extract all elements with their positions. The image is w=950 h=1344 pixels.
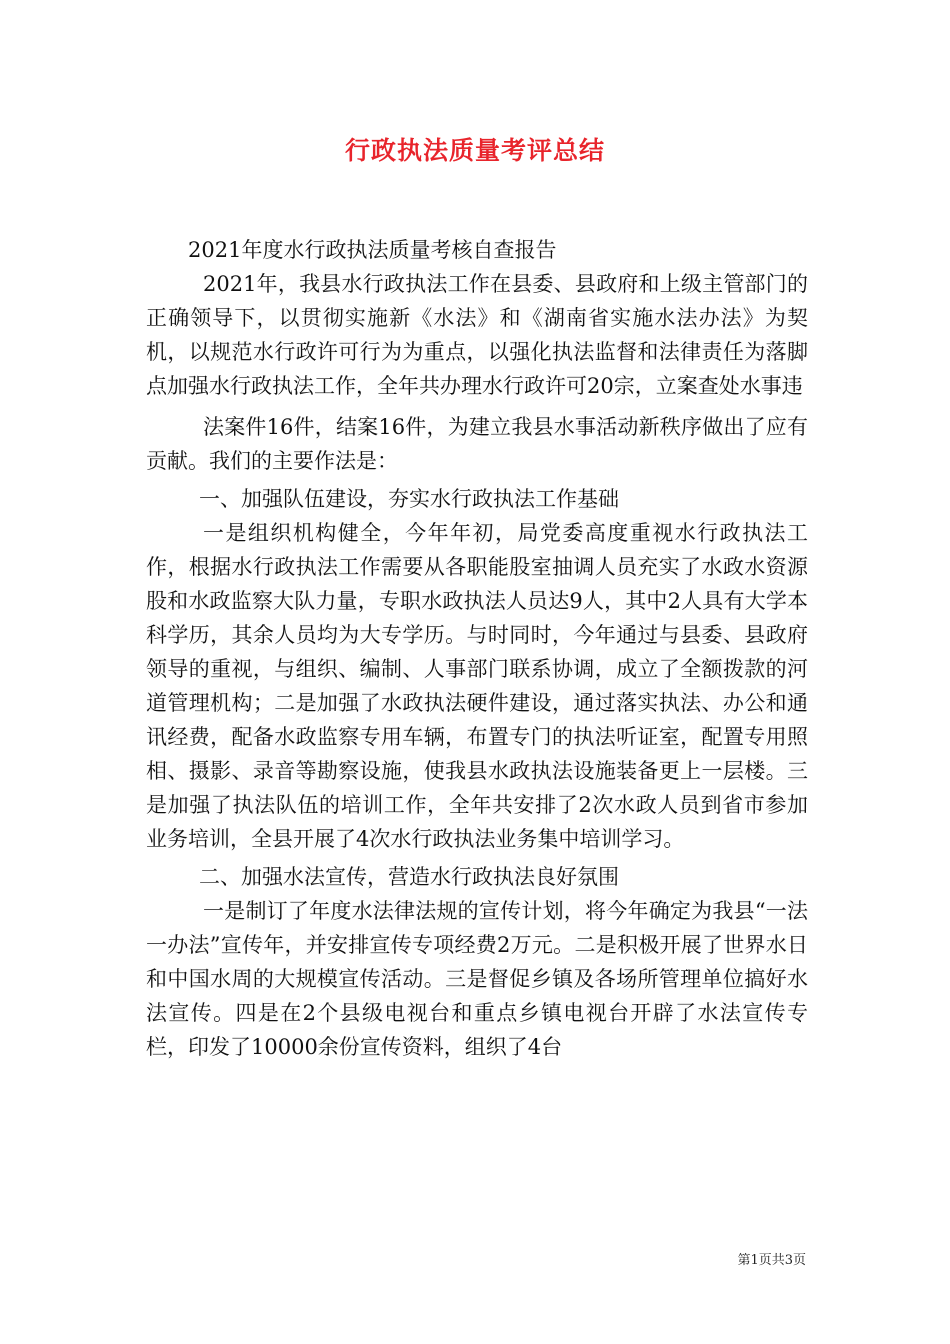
- section-heading: 二、加强水法宣传，营造水行政执法良好氛围: [199, 865, 619, 889]
- document-body: [146, 233, 808, 1064]
- document-title: 行政执法质量考评总结: [344, 136, 605, 165]
- paragraph: 一是组织机构健全，今年年初，局党委高度重视水行政执法工作，根据水行政执法工作需要从各职能股室抽调人员充实了水政水资源股和水政监察大队力量，专职水政执法人员达9人，其中2人具有大学本科学历，其余人员均为大专学历。与时同时，今年通过与县委、县政府领导的重视，与组织、编制、人事部门联系协调，成立了全额拨款的河道管理机构；二是加强了水政执法硬件建设，通过落实执法、办公和通讯经费，配备水政监察专用车辆，布置专门的执法听证室，配置专用照相、摄影、录音等勘察设施，使我县水政执法设施装备更上一层楼。三是加强了执法队伍的培训工作，全年共安排了2次水政人员到省市参加业务培训，全县开展了4次水行政执法业务集中培训学习。: [146, 521, 808, 851]
- report-heading: 2021年度水行政执法质量考核自查报告: [188, 238, 557, 262]
- paragraph: 2021年，我县水行政执法工作在县委、县政府和上级主管部门的正确领导下，以贯彻实施新《水法》和《湖南省实施水法办法》为契机，以规范水行政许可行为为重点，以强化执法监督和法律责任为落脚点加强水行政执法工作，全年共办理水行政许可20宗，立案查处水事违: [146, 272, 808, 398]
- section-heading: 一、加强队伍建设，夯实水行政执法工作基础: [199, 487, 619, 511]
- page-number-footer: 第1页共3页: [737, 1253, 806, 1268]
- paragraph: 法案件16件，结案16件，为建立我县水事活动新秩序做出了应有贡献。我们的主要作法是：: [146, 415, 808, 473]
- paragraph: 一是制订了年度水法律法规的宣传计划，将今年确定为我县“一法一办法”宣传年，并安排宣传专项经费2万元。二是积极开展了世界水日和中国水周的大规模宣传活动。三是督促乡镇及各场所管理单位搞好水法宣传。四是在2个县级电视台和重点乡镇电视台开辟了水法宣传专栏，印发了10000余份宣传资料，组织了4台: [146, 899, 808, 1059]
